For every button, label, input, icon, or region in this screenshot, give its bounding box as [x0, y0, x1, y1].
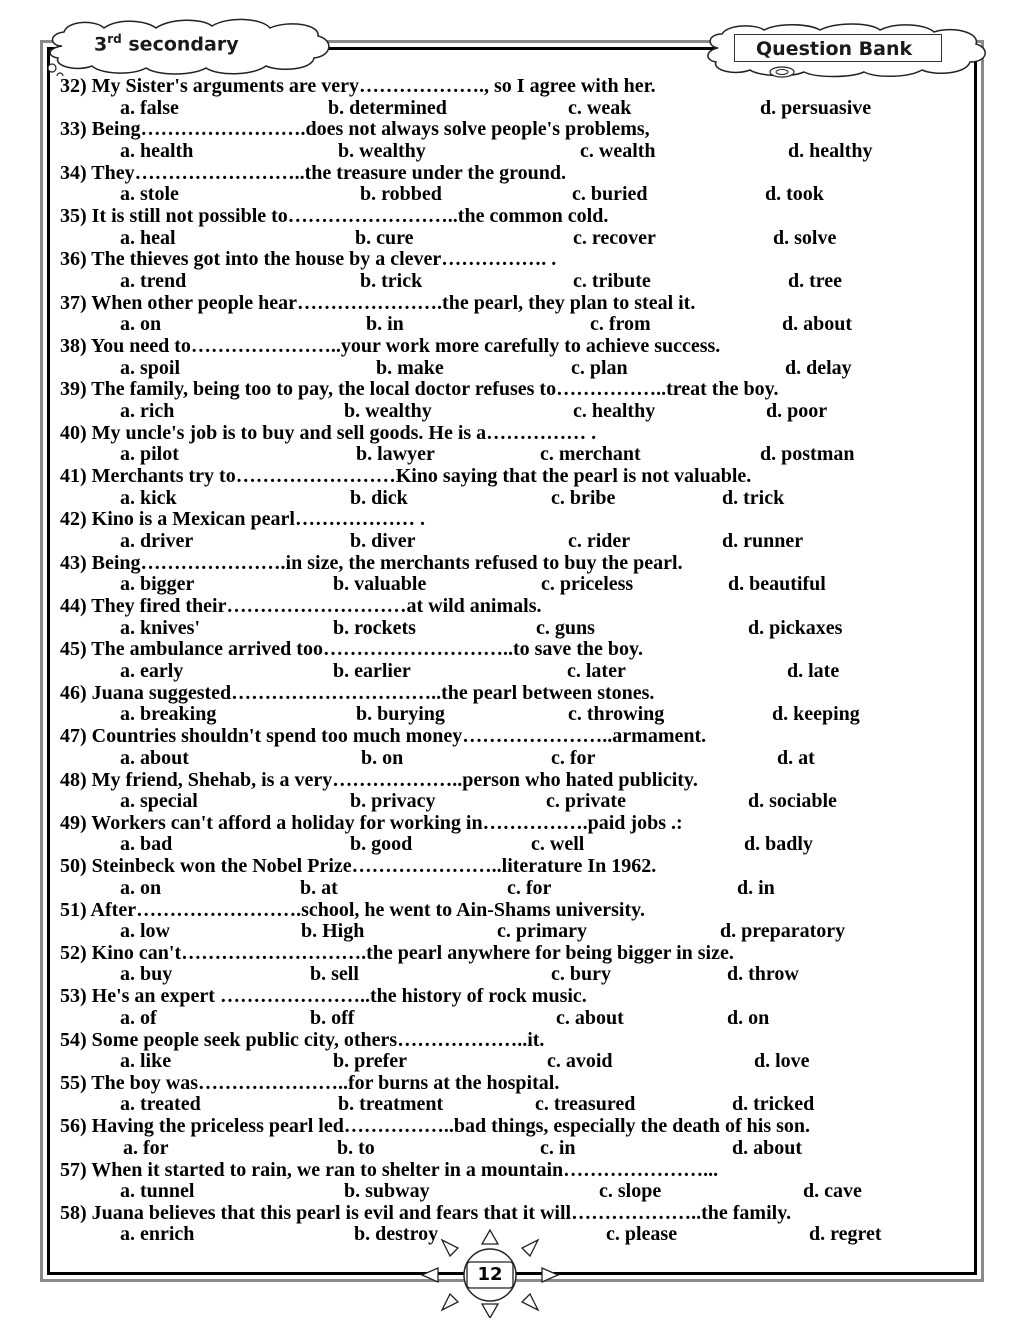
answer-option-b[interactable]: b. wealthy: [338, 139, 426, 162]
question-stem: 53) He's an expert …………………..the history of rock music.: [60, 985, 587, 1008]
question-stem: 37) When other people hear………………….the pearl, they plan to steal it.: [60, 291, 696, 314]
question-stem: 42) Kino is a Mexican pearl……………… .: [60, 508, 425, 531]
question-item: [60, 422, 960, 465]
answer-option-d[interactable]: d. trick: [722, 486, 785, 509]
question-item: [60, 725, 960, 768]
answer-option-a[interactable]: a. trend: [120, 269, 187, 292]
answer-option-d[interactable]: d. persuasive: [760, 96, 872, 119]
question-list: [60, 75, 960, 1245]
question-stem: 32) My Sister's arguments are very………………., so I agree with her.: [60, 75, 656, 97]
answer-option-a[interactable]: a. false: [120, 96, 179, 119]
question-stem: 50) Steinbeck won the Nobel Prize…………………..literature In 1962.: [60, 855, 657, 878]
question-stem: 39) The family, being too to pay, the local doctor refuses to……………..treat the boy.: [60, 378, 779, 401]
answer-option-b[interactable]: b. subway: [344, 1180, 430, 1203]
question-item: [60, 552, 960, 595]
answer-option-a[interactable]: a. on: [120, 313, 162, 336]
answer-option-a[interactable]: a. special: [120, 790, 198, 812]
answer-option-b[interactable]: b. treatment: [338, 1093, 444, 1116]
answer-option-b[interactable]: b. on: [361, 746, 404, 769]
question-stem: 56) Having the priceless pearl led……………..bad things, especially the death of his son.: [60, 1115, 811, 1138]
answer-option-c[interactable]: c. merchant: [540, 443, 641, 466]
answer-option-d[interactable]: d. keeping: [772, 703, 860, 726]
question-item: [60, 162, 960, 205]
answer-option-a[interactable]: a. bigger: [120, 573, 195, 596]
answer-option-c[interactable]: c. recover: [573, 226, 656, 249]
answer-option-c[interactable]: c. throwing: [568, 703, 665, 726]
question-item: [60, 292, 960, 335]
answer-option-a[interactable]: a. low: [120, 920, 170, 943]
question-item: [60, 595, 960, 638]
answer-option-d[interactable]: d. postman: [760, 443, 855, 466]
question-item: [60, 769, 960, 812]
answer-option-c[interactable]: c. for: [507, 876, 552, 899]
question-stem: 41) Merchants try to……………………Kino saying that the pearl is not valuable.: [60, 465, 752, 488]
question-item: [60, 75, 960, 118]
answer-option-a[interactable]: a. about: [120, 746, 189, 769]
answer-option-b[interactable]: b. burying: [356, 703, 445, 726]
answer-option-b[interactable]: b. trick: [360, 269, 423, 292]
answer-option-c[interactable]: c. treasured: [535, 1093, 636, 1116]
answer-option-a[interactable]: a. breaking: [120, 703, 217, 726]
answer-option-c[interactable]: c. avoid: [547, 1050, 613, 1073]
answer-option-a[interactable]: a. like: [120, 1050, 172, 1073]
question-item: [60, 1029, 960, 1072]
answer-option-c[interactable]: c. healthy: [573, 399, 656, 422]
answer-option-a[interactable]: a. treated: [120, 1093, 201, 1116]
answer-option-c[interactable]: c. in: [540, 1136, 576, 1159]
question-stem: 43) Being………………….in size, the merchants refused to buy the pearl.: [60, 551, 683, 574]
question-item: [60, 899, 960, 942]
answer-option-b[interactable]: b. lawyer: [356, 443, 435, 466]
answer-option-c[interactable]: c. for: [551, 746, 596, 769]
answer-option-b[interactable]: b. cure: [355, 226, 414, 249]
answer-option-b[interactable]: b. prefer: [333, 1050, 408, 1073]
grade-label: [94, 32, 239, 55]
answer-option-c[interactable]: c. later: [567, 659, 626, 682]
answer-option-d[interactable]: d. late: [787, 659, 840, 682]
answer-option-b[interactable]: b. destroy: [354, 1223, 439, 1246]
answer-option-d[interactable]: d. delay: [785, 356, 852, 379]
answer-option-d[interactable]: d. regret: [809, 1223, 882, 1246]
answer-option-d[interactable]: d. poor: [766, 399, 828, 422]
question-item: [60, 205, 960, 248]
question-stem: 40) My uncle's job is to buy and sell goods. He is a…………… .: [60, 421, 597, 444]
answer-option-b[interactable]: b. valuable: [333, 573, 427, 596]
answer-option-b[interactable]: b. robbed: [360, 183, 442, 206]
answer-option-a[interactable]: a. pilot: [120, 443, 179, 466]
answer-option-d[interactable]: d. healthy: [788, 139, 873, 162]
answer-option-b[interactable]: b. diver: [350, 529, 416, 552]
answer-option-b[interactable]: b. good: [350, 833, 413, 856]
answer-option-c[interactable]: c. plan: [571, 356, 628, 379]
question-stem: 55) The boy was…………………..for burns at the hospital.: [60, 1071, 560, 1094]
answer-option-d[interactable]: d. took: [765, 183, 824, 206]
question-item: [60, 508, 960, 551]
answer-option-d[interactable]: d. beautiful: [728, 573, 826, 596]
question-stem: 33) Being…………………….does not always solve people's problems,: [60, 118, 650, 141]
answer-option-d[interactable]: d. pickaxes: [748, 616, 843, 639]
answer-option-a[interactable]: a. driver: [120, 529, 194, 552]
answer-option-d[interactable]: d. on: [727, 1006, 770, 1029]
answer-option-d[interactable]: d. love: [754, 1050, 810, 1073]
answer-option-a[interactable]: a. health: [120, 139, 194, 162]
question-item: [60, 118, 960, 161]
answer-option-b[interactable]: b. wealthy: [344, 399, 432, 422]
answer-option-d[interactable]: d. runner: [722, 529, 804, 552]
grade-suffix: rd: [107, 32, 122, 46]
answer-option-b[interactable]: b. off: [310, 1006, 355, 1029]
answer-option-c[interactable]: c. private: [546, 790, 626, 812]
answer-option-d[interactable]: d. solve: [773, 226, 837, 249]
question-item: [60, 638, 960, 681]
answer-option-b[interactable]: b. make: [376, 356, 444, 379]
answer-option-c[interactable]: c. tribute: [573, 269, 651, 292]
question-stem: 38) You need to…………………..your work more carefully to achieve success.: [60, 335, 721, 358]
question-item: [60, 335, 960, 378]
answer-option-c[interactable]: c. rider: [568, 529, 631, 552]
answer-option-b[interactable]: b. at: [300, 876, 338, 899]
question-item: [60, 985, 960, 1028]
question-item: [60, 248, 960, 291]
answer-option-b[interactable]: b. High: [301, 920, 365, 943]
question-stem: 54) Some people seek public city, others………………..it.: [60, 1028, 545, 1051]
question-item: [60, 1159, 960, 1202]
question-stem: 47) Countries shouldn't spend too much money…………………..armament.: [60, 725, 707, 748]
answer-option-c[interactable]: c. buried: [572, 183, 648, 206]
question-stem: 34) They……………………..the treasure under the ground.: [60, 161, 566, 184]
answer-option-c[interactable]: c. please: [606, 1223, 678, 1246]
answer-option-a[interactable]: a. for: [123, 1136, 169, 1159]
answer-option-d[interactable]: d. preparatory: [720, 920, 846, 943]
answer-option-a[interactable]: a. stole: [120, 183, 179, 206]
answer-option-c[interactable]: c. well: [531, 833, 585, 856]
answer-option-c[interactable]: c. wealth: [580, 139, 656, 162]
answer-option-a[interactable]: a. kick: [120, 486, 177, 509]
answer-option-c[interactable]: c. priceless: [541, 573, 634, 596]
answer-option-d[interactable]: d. tree: [788, 269, 843, 292]
question-item: [60, 942, 960, 985]
question-stem: 44) They fired their………………………at wild animals.: [60, 595, 542, 618]
question-bank-cloud-badge: [700, 22, 990, 78]
question-item: [60, 378, 960, 421]
grade-number: 3: [94, 33, 108, 56]
grade-word: secondary: [128, 33, 239, 56]
question-item: [60, 682, 960, 725]
answer-option-b[interactable]: b. determined: [328, 96, 447, 119]
answer-option-b[interactable]: b. in: [366, 313, 404, 336]
question-item: [60, 1115, 960, 1158]
question-stem: 48) My friend, Shehab, is a very………………..person who hated publicity.: [60, 768, 698, 791]
answer-option-a[interactable]: a. tunnel: [120, 1180, 195, 1203]
question-stem: 36) The thieves got into the house by a clever……………. .: [60, 248, 557, 271]
answer-option-a[interactable]: a. early: [120, 659, 184, 682]
question-stem: 57) When it started to rain, we ran to shelter in a mountain…………………...: [60, 1158, 719, 1181]
question-stem: 52) Kino can't……………………….the pearl anywhere for being bigger in size.: [60, 941, 734, 964]
answer-option-b[interactable]: b. sell: [310, 963, 359, 986]
question-item: [60, 1072, 960, 1115]
answer-option-b[interactable]: b. dick: [350, 486, 408, 509]
answer-option-b[interactable]: b. rockets: [333, 616, 416, 639]
question-stem: 49) Workers can't afford a holiday for working in…………….paid jobs .:: [60, 811, 683, 834]
question-stem: 45) The ambulance arrived too………………………..to save the boy.: [60, 638, 643, 661]
answer-option-c[interactable]: c. primary: [497, 920, 587, 943]
answer-option-d[interactable]: d. about: [732, 1136, 803, 1159]
question-stem: 35) It is still not possible to……………………..the common cold.: [60, 205, 609, 228]
answer-option-b[interactable]: b. to: [337, 1136, 375, 1159]
answer-option-a[interactable]: a. heal: [120, 226, 176, 249]
answer-option-c[interactable]: c. from: [590, 313, 651, 336]
question-item: [60, 855, 960, 898]
question-item: [60, 465, 960, 508]
answer-option-a[interactable]: a. on: [120, 876, 162, 899]
answer-option-b[interactable]: b. earlier: [333, 659, 411, 682]
answer-option-d[interactable]: d. cave: [803, 1180, 862, 1203]
answer-option-d[interactable]: d. sociable: [748, 790, 837, 812]
answer-option-c[interactable]: c. guns: [536, 616, 595, 639]
question-item: [60, 812, 960, 855]
answer-option-a[interactable]: a. of: [120, 1006, 157, 1029]
answer-option-a[interactable]: a. spoil: [120, 356, 181, 379]
answer-option-d[interactable]: d. tricked: [732, 1093, 815, 1116]
question-stem: 51) After…………………….school, he went to Ain-Shams university.: [60, 898, 645, 921]
answer-option-a[interactable]: a. bad: [120, 833, 173, 856]
answer-option-d[interactable]: d. in: [737, 876, 775, 899]
answer-option-d[interactable]: d. about: [782, 313, 853, 336]
question-stem: 58) Juana believes that this pearl is evil and fears that it will………………..the family.: [60, 1201, 792, 1224]
answer-option-a[interactable]: a. rich: [120, 399, 175, 422]
question-bank-label: Question Bank: [756, 38, 913, 60]
answer-option-c[interactable]: c. slope: [599, 1180, 662, 1203]
answer-option-c[interactable]: c. weak: [568, 96, 632, 119]
question-stem: 46) Juana suggested…………………………..the pearl between stones.: [60, 681, 655, 704]
answer-option-c[interactable]: c. bribe: [551, 486, 616, 509]
grade-cloud-badge: [42, 16, 342, 76]
answer-option-a[interactable]: a. enrich: [120, 1223, 195, 1246]
page-number: 12: [477, 1264, 503, 1285]
answer-option-c[interactable]: c. about: [556, 1006, 624, 1029]
answer-option-c[interactable]: c. bury: [551, 963, 611, 986]
answer-option-a[interactable]: a. knives': [120, 616, 201, 639]
answer-option-d[interactable]: d. at: [777, 746, 815, 769]
answer-option-d[interactable]: d. badly: [744, 833, 813, 856]
answer-option-d[interactable]: d. throw: [727, 963, 799, 986]
answer-option-b[interactable]: b. privacy: [350, 790, 436, 812]
answer-option-a[interactable]: a. buy: [120, 963, 173, 986]
